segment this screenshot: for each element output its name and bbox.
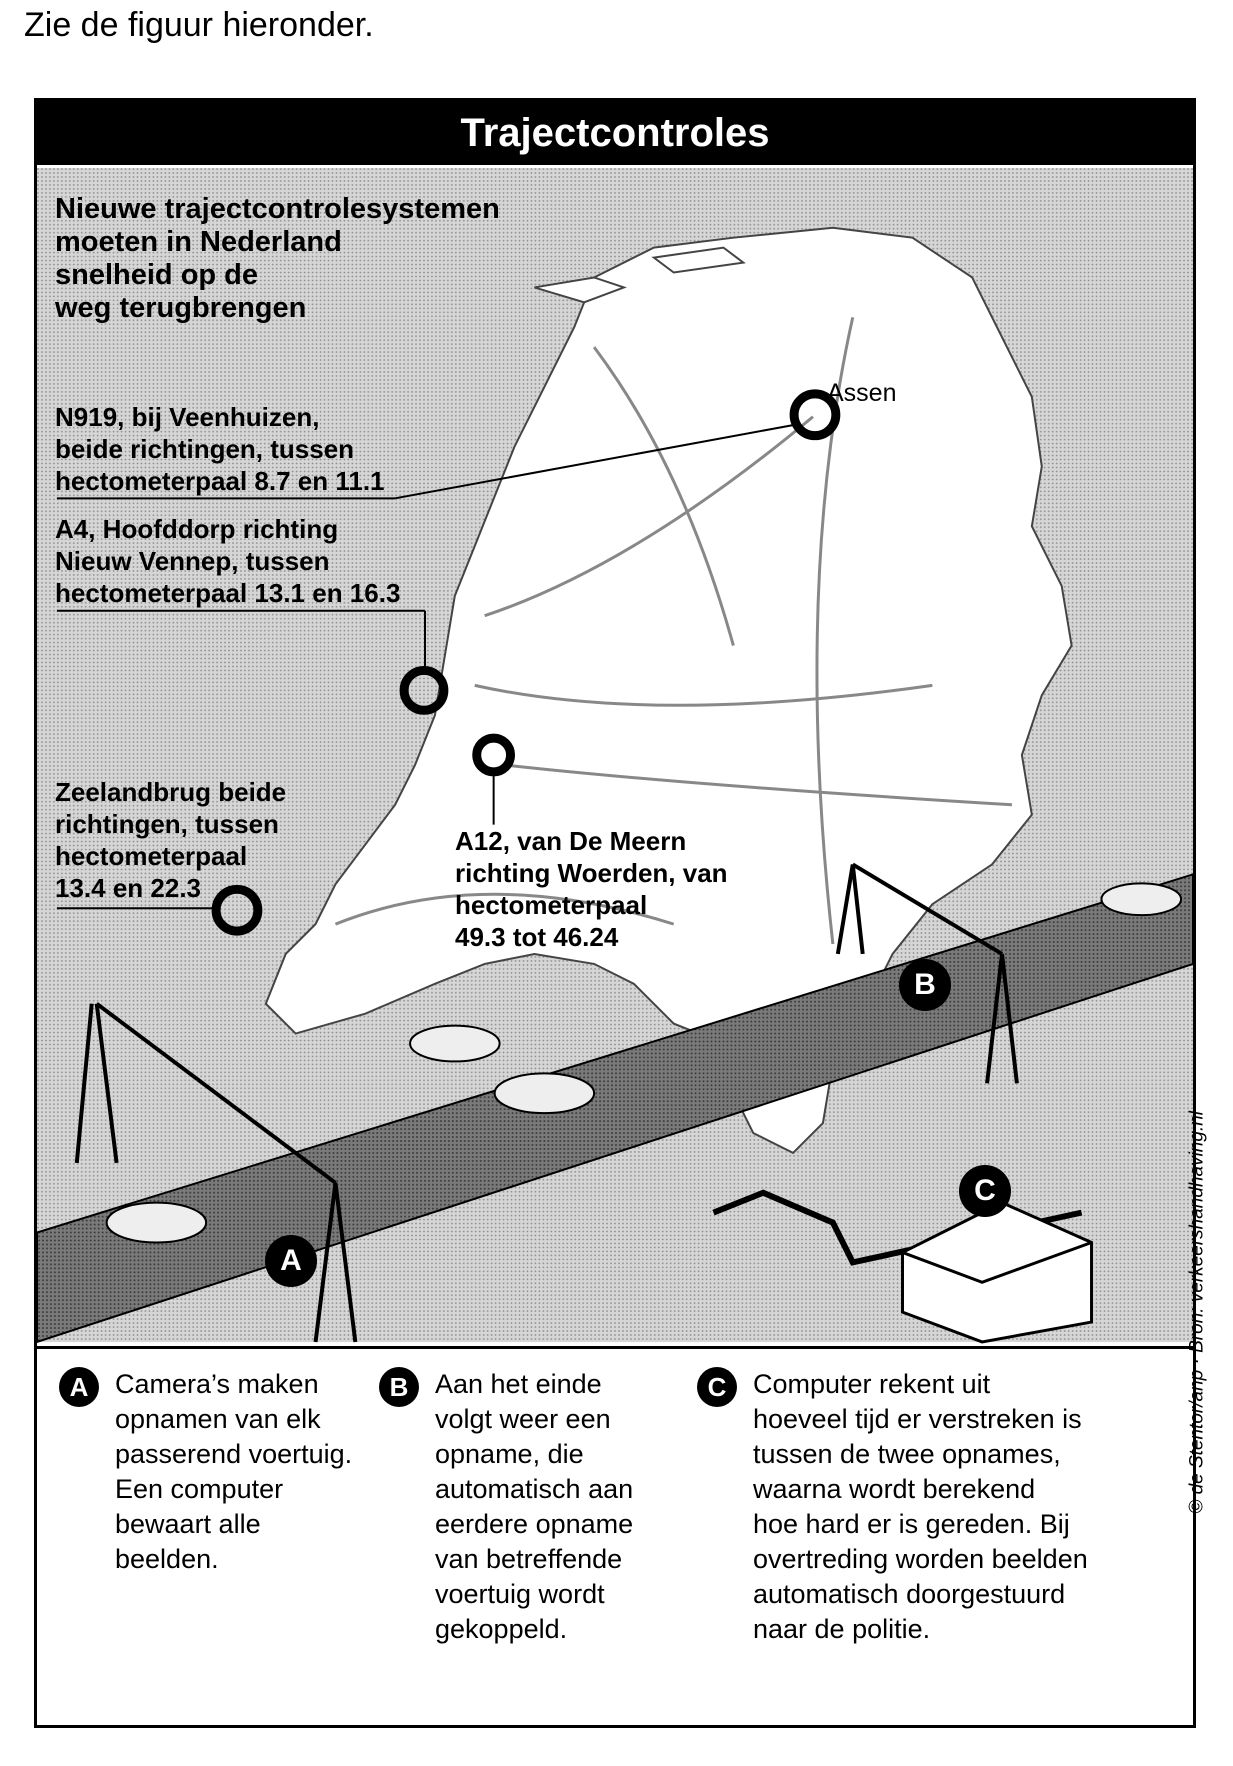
badge-c: C bbox=[959, 1165, 1011, 1217]
caption-badge-a: A bbox=[59, 1367, 99, 1407]
callout-a4: A4, Hoofddorp richting Nieuw Vennep, tussen hectometerpaal 13.1 en 16.3 bbox=[55, 514, 401, 608]
caption-c: C Computer rekent uit hoeveel tijd er verstreken is tussen de twee opnames, waarna wordt berekend hoe hard er is gereden. Bij overtreding worden beelden automatisch doorgestuurd naar de politie. bbox=[753, 1367, 1088, 1647]
callout-zeelandbrug: Zeelandbrug beide richtingen, tussen hectometerpaal 13.4 en 22.3 bbox=[55, 777, 287, 903]
map-headline: Nieuwe trajectcontrolesystemen moeten in Nederland snelheid op de weg terugbrengen bbox=[55, 193, 500, 324]
caption-badge-c: C bbox=[697, 1367, 737, 1407]
badge-b: B bbox=[899, 959, 951, 1011]
caption-b: B Aan het einde volgt weer een opname, die automatisch aan eerdere opname van betreffende voertuig wordt gekoppeld. bbox=[435, 1367, 633, 1647]
map-illustration bbox=[37, 165, 1193, 1345]
city-label-assen: Assen bbox=[827, 379, 897, 407]
source-credit: © de Stentor/anp · Bron: verkeershandhaving.nl bbox=[1187, 1111, 1208, 1514]
captions-section bbox=[37, 1346, 1193, 1727]
intro-text: Zie de figuur hieronder. bbox=[24, 6, 374, 44]
caption-badge-b: B bbox=[379, 1367, 419, 1407]
callout-a12: A12, van De Meern richting Woerden, van hectometerpaal 49.3 tot 46.24 bbox=[455, 826, 728, 952]
caption-a: A Camera’s maken opnamen van elk passerend voertuig. Een computer bewaart alle beelden. bbox=[115, 1367, 352, 1577]
infographic-figure bbox=[34, 98, 1208, 1728]
figure-title: Trajectcontroles bbox=[37, 101, 1193, 165]
badge-a: A bbox=[265, 1235, 317, 1287]
callout-n919: N919, bij Veenhuizen, beide richtingen, tussen hectometerpaal 8.7 en 11.1 bbox=[55, 402, 385, 496]
